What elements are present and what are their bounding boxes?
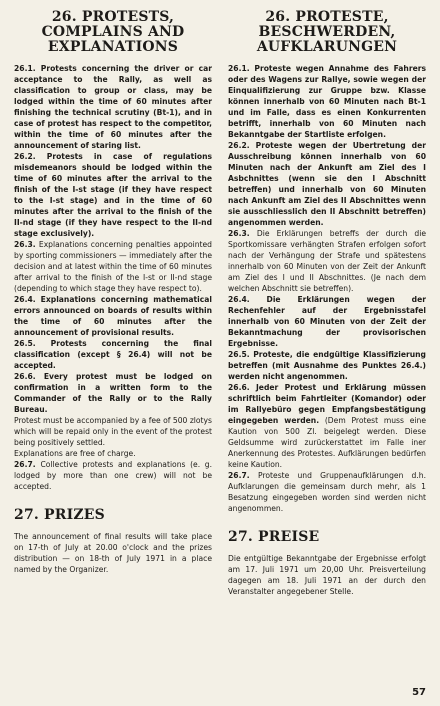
english-column (14, 10, 212, 575)
paragraph-right-7 (228, 470, 426, 514)
protests-paragraphs-de (228, 63, 426, 514)
section-27-heading-de: 27. PREISE (228, 529, 320, 545)
paragraph-text: Explanations are free of charge. (14, 449, 136, 458)
paragraph-number: 26.6. (14, 372, 44, 381)
paragraph-text: Proteste, die endgültige Klassifizierung betreffen (mit Ausnahme des Punktes 26.4.) werden nicht angenommen. (228, 350, 426, 381)
paragraph-number: 26.4. (14, 295, 41, 304)
prizes-paragraph-en: The announcement of final results will take place on 17-th of July at 20.00 o'clock and the prizes distribution — on 18-th of July 1971 in a place named by the Organizer. (14, 532, 212, 574)
paragraph-number: 26.3. (14, 240, 39, 249)
paragraph-left-2 (14, 151, 212, 239)
page-number: 57 (412, 687, 426, 698)
paragraph-left-6 (14, 371, 212, 415)
paragraph-text: Every protest must be lodged on confirmation in a written form to the Commander of the Rally or to the Rally Bureau. (14, 372, 213, 414)
paragraph-text: Proteste wegen Annahme des Fahrers oder des Wagens zur Rallye, sowie wegen der Einqualifizierung zur Gruppe bzw. Klasse können innerhalb von 60 Minuten nach Bt-1 und im Falle, dass es einen Konkurrenten betrifft, innerhalb von 60 Minuten nach Bekanntgabe der Startliste erfolgen. (228, 64, 427, 139)
paragraph-left-4 (14, 294, 212, 338)
paragraph-left-9 (14, 459, 212, 492)
paragraph-text: Proteste und Gruppenaufklärungen d.h. Aufklarungen die gemeinsam durch mehr, als 1 Besatzung eingegeben worden sind werden nicht angenommen. (228, 471, 427, 513)
paragraph-right-2 (228, 140, 426, 228)
paragraph-right-3 (228, 228, 426, 294)
paragraph-text: Protests in case of regulations misdemeanors should be lodged within the time of 60 minutes after the arrival to the finish of the I-st stage (if they have respect to the I-st stage) and in the time of 60 minutes after the arrival to the finish of the II-nd stage (if they have respect to the II-nd stage exclusively). (14, 152, 213, 238)
paragraph-left-7 (14, 415, 212, 448)
paragraph-text-tail: (Dem Protest muss eine Kaution von 500 Zl. beigelegt werden. Diese Geldsumme wird zurückerstattet im Falle iner Anerkennung des Protestes. Aufklärungen bedürfen keine Kaution. (228, 416, 426, 469)
paragraph-right-5 (228, 349, 426, 382)
paragraph-text: Protests concerning the final classification (except § 26.4) will not be accepted. (14, 339, 212, 370)
paragraph-text: Explanations concerning mathematical errors announced on boards of results within the time of 60 minutes after the announcement of provisional results. (14, 295, 212, 337)
section-26-heading-en: 26. PROTESTS, COMPLAINS AND EXPLANATIONS (41, 9, 185, 55)
paragraph-text: Protests concerning the driver or car acceptance to the Rally, as well as classification to group or class, may be lodged within the time of 60 minutes after finishing the technical scrutiny (Bt-1), and in case of protest has respect to the competitor, within the time of 60 minutes after the announcement of staring list. (14, 64, 213, 150)
paragraph-text: Die Erklärungen wegen der Rechenfehler auf der Ergebnisstafel innerhalb von 60 Minuten von der Zeit der Bekanntmachung der provisorischen Ergebnisse. (228, 295, 426, 348)
paragraph-text: Die Erklärungen betreffs der durch die Sportkomissare verhängten Strafen erfolgen sofort nach der Verhängung der Strafe und spätestens innerhalb von 60 Minuten von der Zeit der Ankunft am Ziel des I und II Abschnittes. (Je nach dem welchen Abschnitt sie betreffen). (228, 229, 426, 293)
paragraph-right-1 (228, 63, 426, 140)
paragraph-number: 26.7. (228, 471, 259, 480)
paragraph-text: Collective protests and explanations (e. g. lodged by more than one crew) will not be accepted. (14, 460, 213, 491)
paragraph-left-8 (14, 448, 212, 459)
paragraph-number: 26.5. (14, 339, 51, 348)
paragraph-number: 26.7. (14, 460, 41, 469)
paragraph-text: Explanations concerning penalties appointed by sporting commissioners — immediately after the decision and at latest within the time of 60 minutes after arrival to the finish of the I-st or II-nd stage (depending to which stage they have respect to). (14, 240, 212, 293)
paragraph-number: 26.6. (228, 383, 256, 392)
german-column (228, 10, 426, 597)
paragraph-number: 26.1. (14, 64, 41, 73)
paragraph-number: 26.4. (228, 295, 267, 304)
paragraph-text: Proteste wegen der Ubertretung der Ausschreibung können innerhalb von 60 Minuten nach der Ankunft am Ziel des I Asbchnittes (wenn sie den I Abschnitt betreffen) und innerhalb von 60 Minuten nach Ankunft am Ziel des II Abschnittes wenn sie ausschliesslich den II Abschnitt betreffen) angenommen werden. (228, 141, 427, 227)
paragraph-number: 26.3. (228, 229, 257, 238)
paragraph-text: Protest must be accompanied by a fee of 500 zlotys which will be repaid only in the event of the protest being positively settled. (14, 416, 212, 447)
paragraph-number: 26.5. (228, 350, 254, 359)
paragraph-left-1 (14, 63, 212, 151)
paragraph-number: 26.2. (14, 152, 47, 161)
paragraph-text: Jeder Protest und Erklärung müssen schriftlich beim Fahrtleiter (Komandor) oder im Rallyebüro gegen Empfangsbestätigung eingegeben werden. (228, 383, 426, 425)
section-27-heading-en: 27. PRIZES (14, 507, 105, 523)
paragraph-number: 26.2. (228, 141, 256, 150)
paragraph-right-6 (228, 382, 426, 470)
protests-paragraphs-en (14, 63, 212, 492)
paragraph-left-5 (14, 338, 212, 371)
paragraph-left-3 (14, 239, 212, 294)
paragraph-number: 26.1. (228, 64, 255, 73)
section-26-heading-de: 26. PROTESTE, BESCHWERDEN, AUFKLARUNGEN (256, 9, 398, 55)
paragraph-right-4 (228, 294, 426, 349)
prizes-paragraph-de: Die entgültige Bekanntgabe der Ergebnisse erfolgt am 17. Juli 1971 um 20,00 Uhr. Preisverteilung dagegen am 18. Juli 1971 an der durch den Veranstalter angegebener Stelle. (228, 554, 426, 596)
